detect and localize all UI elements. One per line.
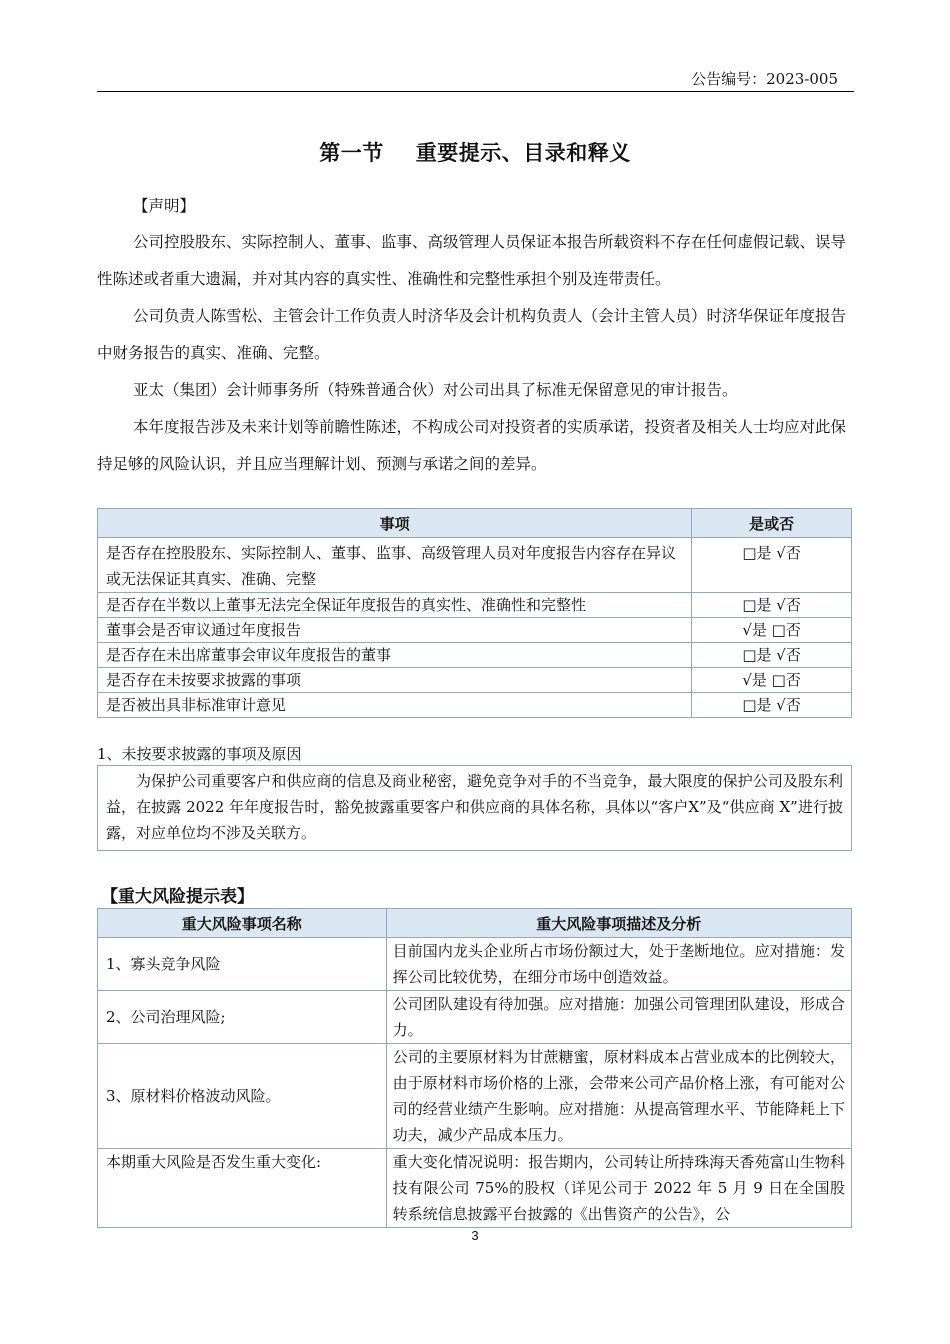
risk-table-title: 【重大风险提示表】 [101,887,254,907]
table-row [98,1044,852,1149]
table-row [98,538,852,593]
risk-name: 2、公司治理风险; [98,991,387,1044]
table-row [98,1149,852,1228]
risk-description: 公司团队建设有待加强。应对措施：加强公司管理团队建设，形成合力。 [386,991,851,1044]
table-row [98,618,852,643]
table-row [98,991,852,1044]
matter-answer: □是 √否 [692,643,852,668]
statement-paragraph: 公司控股股东、实际控制人、董事、监事、高级管理人员保证本报告所载资料不存在任何虚假记载、误导性陈述或者重大遗漏，并对其内容的真实性、准确性和完整性承担个别及连带责任。 [97,233,847,288]
page-number: 3 [471,1228,479,1243]
risk-name: 3、原材料价格波动风险。 [98,1044,387,1149]
table-row [98,938,852,991]
risk-description: 目前国内龙头企业所占市场份额过大，处于垄断地位。应对措施：发挥公司比较优势，在细分市场中创造效益。 [386,938,851,991]
table-header: 重大风险事项名称 [98,909,387,938]
matter-answer: □是 √否 [692,693,852,718]
risk-name: 1、寡头竞争风险 [98,938,387,991]
matter-answer: □是 √否 [692,538,852,593]
matter-item: 董事会是否审议通过年度报告 [98,618,692,643]
risk-name: 本期重大风险是否发生重大变化: [98,1149,387,1228]
header-divider [97,91,854,92]
table-header: 事项 [98,509,692,538]
risk-description: 公司的主要原材料为甘蔗糖蜜，原材料成本占营业成本的比例较大，由于原材料市场价格的上涨，会带来公司产品价格上涨，有可能对公司的经营业绩产生影响。应对措施：从提高管理水平、节能降耗上下功夫，减少产品成本压力。 [386,1044,851,1149]
section-title: 重要提示、目录和释义 [415,140,631,165]
table-row [98,643,852,668]
section-number: 第一节 [319,140,384,165]
risk-table [97,908,852,1228]
risk-description: 重大变化情况说明：报告期内，公司转让所持珠海天香苑富山生物科技有限公司 75%的股权（详见公司于 2022 年 5 月 9 日在全国股转系统信息披露平台披露的《出售资产的公告》，公 [386,1149,851,1228]
statement-heading: 【声明】 [133,197,196,215]
matter-item: 是否被出具非标准审计意见 [98,693,692,718]
statement-paragraph: 本年度报告涉及未来计划等前瞻性陈述，不构成公司对投资者的实质承诺，投资者及相关人士均应对此保持足够的风险认识，并且应当理解计划、预测与承诺之间的差异。 [97,418,847,473]
matter-item: 是否存在未出席董事会审议年度报告的董事 [98,643,692,668]
matter-item: 是否存在半数以上董事无法完全保证年度报告的真实性、准确性和完整性 [98,593,692,618]
table-header: 是或否 [692,509,852,538]
matters-table [97,508,852,718]
table-header: 重大风险事项描述及分析 [386,909,851,938]
statement-paragraph: 亚太（集团）会计师事务所（特殊普通合伙）对公司出具了标准无保留意见的审计报告。 [133,381,738,399]
page-title [0,137,950,167]
table-row [98,668,852,693]
statement-paragraph: 公司负责人陈雪松、主管会计工作负责人时济华及会计机构负责人（会计主管人员）时济华保证年度报告中财务报告的真实、准确、完整。 [97,307,847,362]
matter-answer: √是 □否 [692,668,852,693]
matter-item: 是否存在控股股东、实际控制人、董事、监事、高级管理人员对年度报告内容存在异议或无法保证其真实、准确、完整 [98,538,692,593]
table-row [98,593,852,618]
undisclosed-reason: 为保护公司重要客户和供应商的信息及商业秘密，避免竞争对手的不当竞争，最大限度的保护公司及股东利益，在披露 2022 年年度报告时，豁免披露重要客户和供应商的具体名称，具体以“客户X”及“供应商 X”进行披露，对应单位均不涉及关联方。 [97,765,852,851]
matter-answer: □是 √否 [692,593,852,618]
table-row [98,693,852,718]
announcement-code: 公告编号：2023-005 [691,70,838,88]
matter-item: 是否存在未按要求披露的事项 [98,668,692,693]
undisclosed-title: 1、未按要求披露的事项及原因 [97,745,302,763]
matter-answer: √是 □否 [692,618,852,643]
